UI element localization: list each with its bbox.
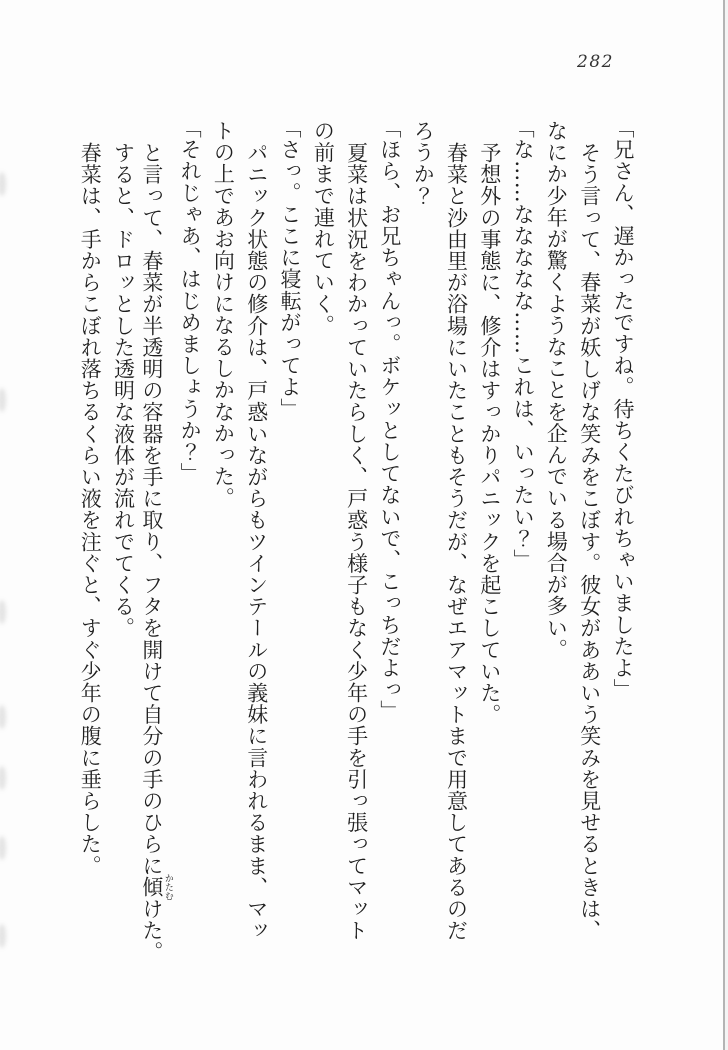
text-column: なにか少年が驚くようなことを企んでいる場合が多い。 <box>544 120 569 660</box>
text-column: トの上であお向けになるしかなかった。 <box>211 120 236 509</box>
text-column: 「さっ。ここに寝転がってよ」 <box>278 117 302 420</box>
text-column: 予想外の事態に、修介はすっかりパニックを起こしていた。 <box>477 142 502 726</box>
text-column: と言って、春菜が半透明の容器を手に取り、フタを開けて自分の手のひらに傾 かたむけた。 <box>139 142 173 963</box>
text-column: ろうか？ <box>411 120 436 207</box>
text-column: 春菜は、手からこぼれ落ちるくらい液を注ぐと、すぐ少年の腹に垂らした。 <box>78 142 103 877</box>
scan-edge-line <box>723 0 725 1050</box>
text-column: パニック状態の修介は、戸惑いながらもツインテールの義妹に言われるまま、マッ <box>244 142 269 942</box>
text-column: 春菜と沙由里が浴場にいたこともそうだが、なぜエアマットまで用意してあるのだ <box>444 142 469 942</box>
text-column: 「兄さん、遅かったですね。待ちくたびれちゃいましたよ」 <box>611 117 635 701</box>
text-column: の前まで連れていく。 <box>311 120 336 336</box>
text-column: 「な……ななななな……これは、いったい？」 <box>511 117 536 571</box>
text-column: そう言って、春菜が妖しげな笑みをこぼす。彼女がああいう笑みを見せるときは、 <box>577 142 602 942</box>
text-column: すると、ドロッとした透明な液体が流れでてくる。 <box>111 142 136 639</box>
furigana-annotation: 傾 かたむ <box>139 873 173 901</box>
text-column: 「それじゃあ、はじめましょうか？」 <box>178 117 203 485</box>
text-column: 「ほら、お兄ちゃんっ。ボケッとしてないで、こっちだよっ」 <box>377 117 402 722</box>
text-column: 夏菜は状況をわかっていたらしく、戸惑う様子もなく少年の手を引っ張ってマット <box>344 142 369 942</box>
page-number: 282 <box>577 52 614 72</box>
